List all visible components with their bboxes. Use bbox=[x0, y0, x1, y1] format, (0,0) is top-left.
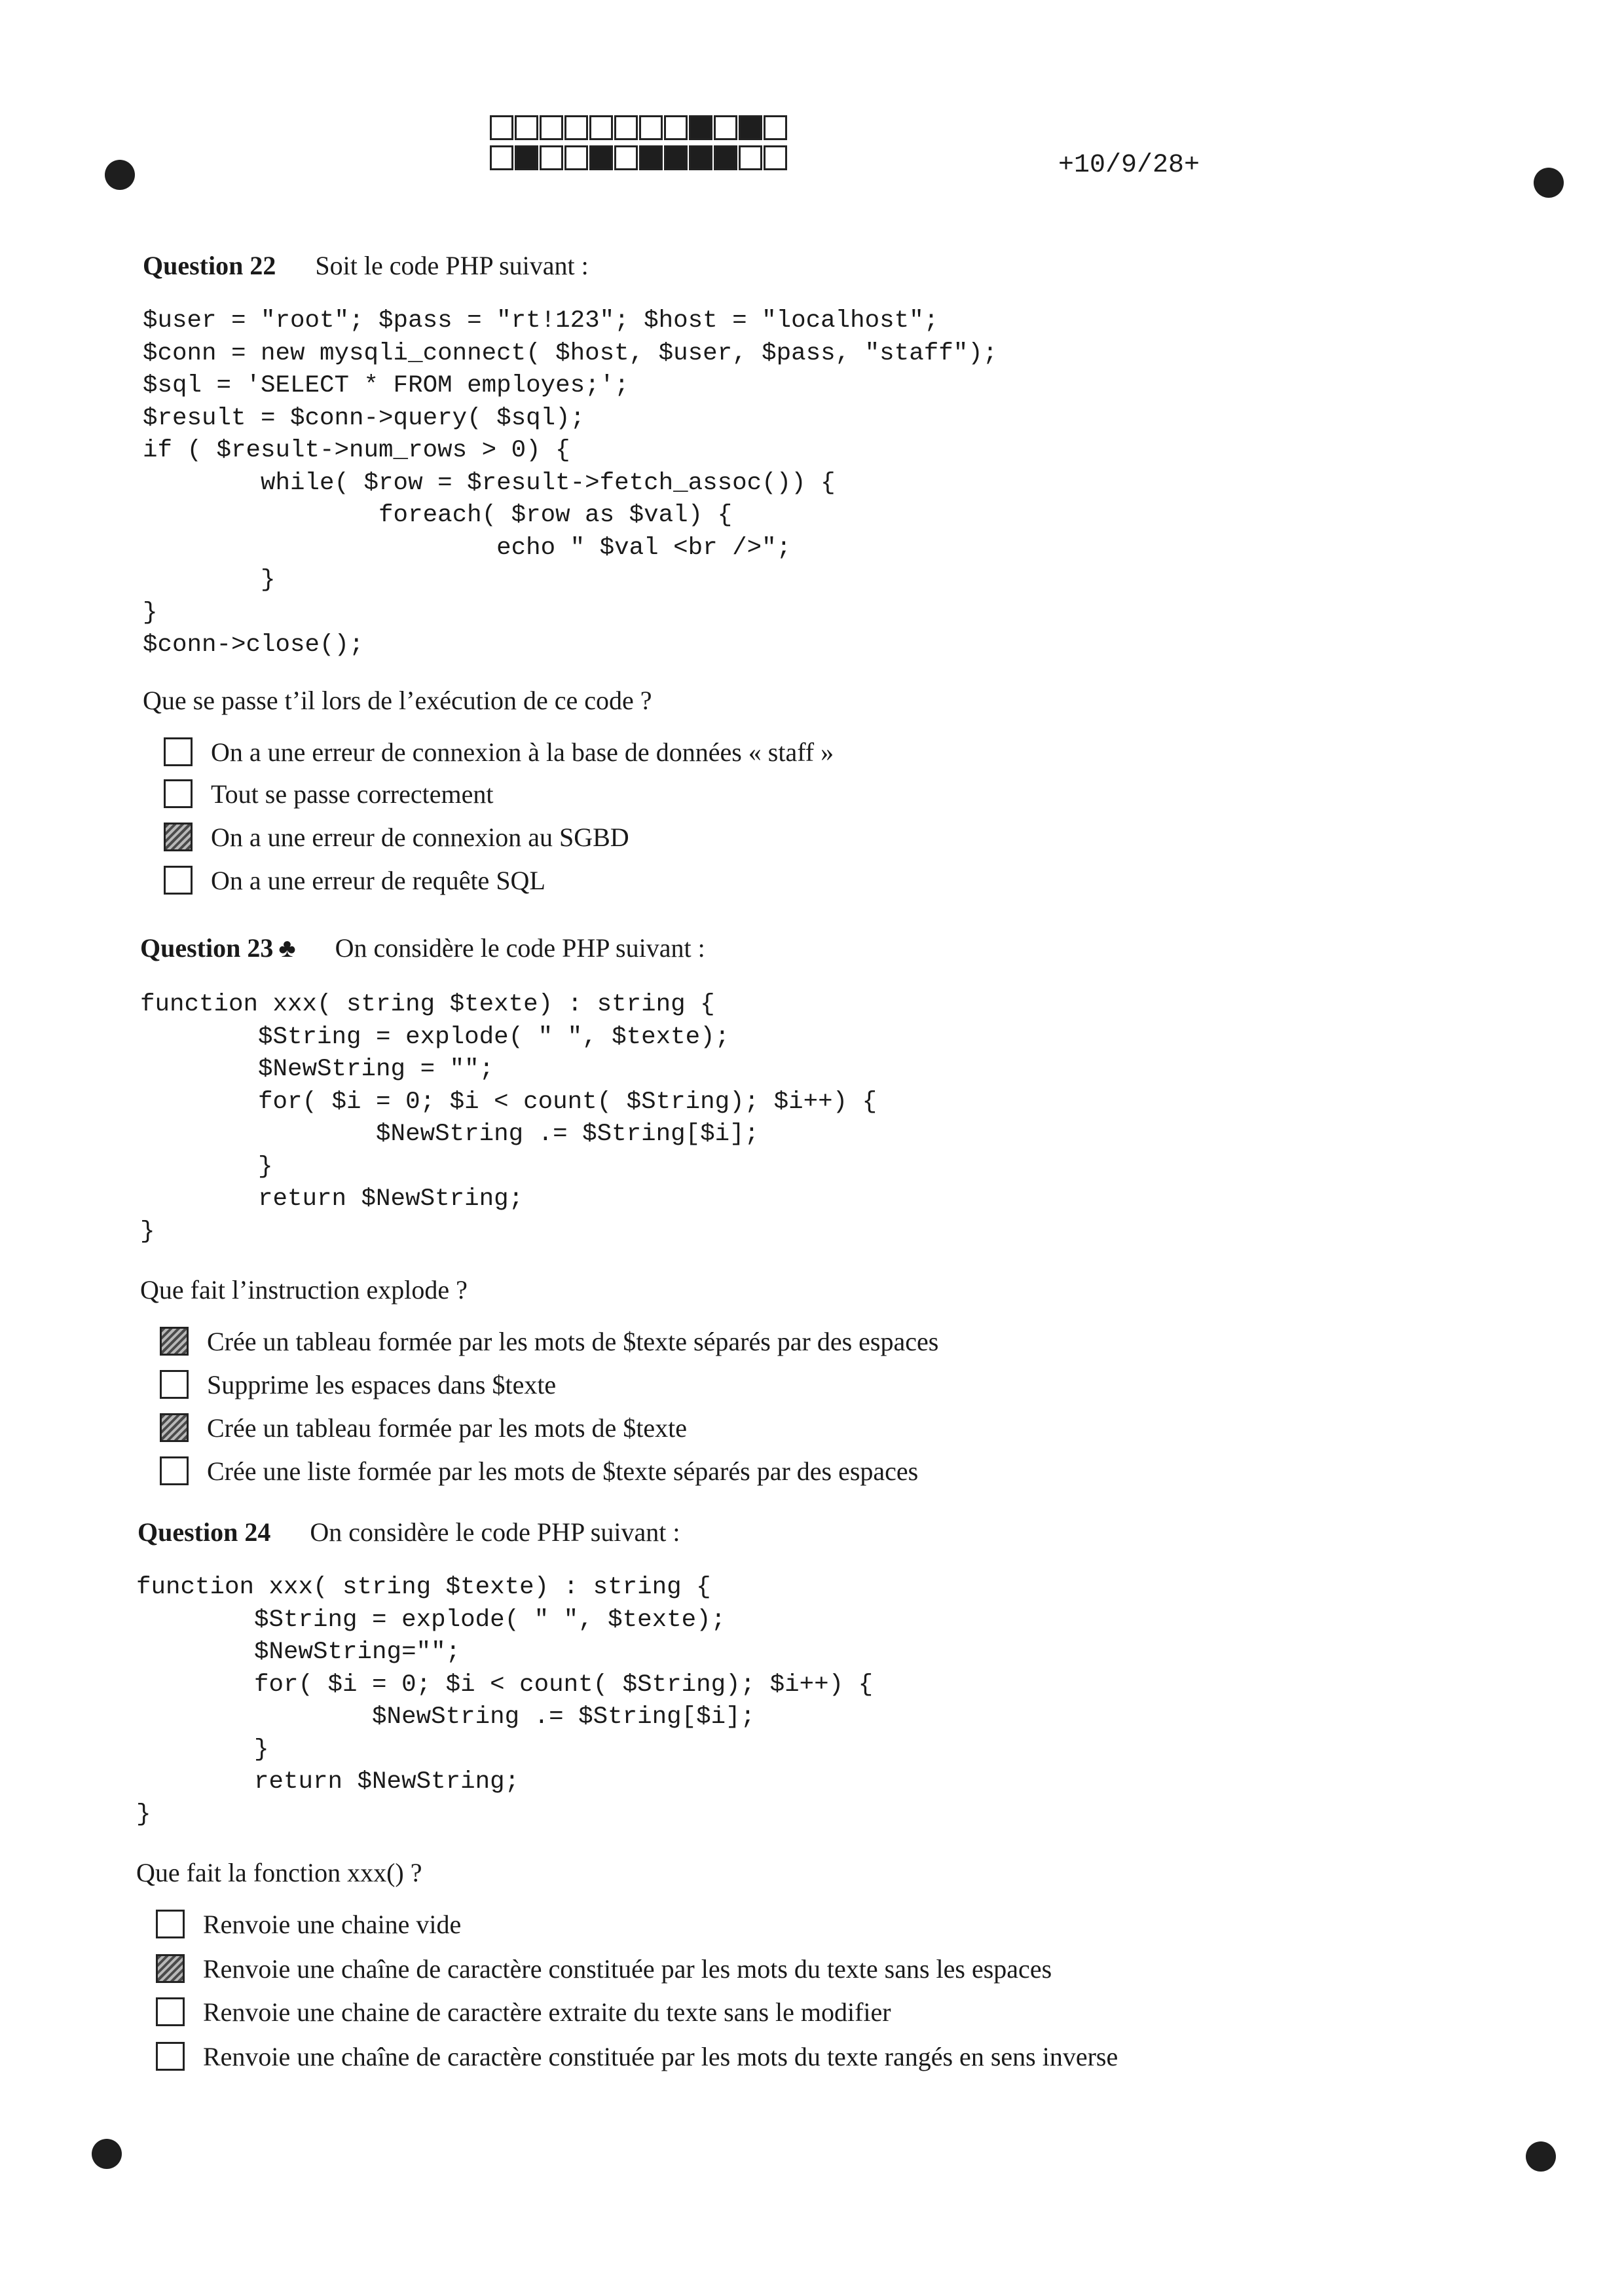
barcode-row-bottom bbox=[490, 145, 788, 170]
answer-option[interactable] bbox=[164, 863, 545, 897]
question-prompt: Que fait la fonction xxx() ? bbox=[136, 1858, 422, 1887]
club-icon: ♣ bbox=[278, 933, 296, 963]
answer-text: Tout se passe correctement bbox=[211, 779, 494, 809]
answer-text: Renvoie une chaine vide bbox=[203, 1909, 462, 1939]
corner-mark-top-left bbox=[105, 160, 135, 190]
barcode-cell bbox=[490, 145, 513, 170]
barcode-cell bbox=[614, 115, 638, 140]
answer-text: Renvoie une chaîne de caractère constituée par les mots du texte rangés en sens inverse bbox=[203, 2041, 1118, 2071]
barcode-cell bbox=[689, 115, 712, 140]
barcode-cell bbox=[764, 145, 787, 170]
checkbox[interactable] bbox=[164, 737, 193, 766]
answer-option[interactable] bbox=[156, 1907, 461, 1941]
barcode-cell bbox=[664, 115, 688, 140]
barcode-cell bbox=[515, 115, 538, 140]
barcode-cell bbox=[739, 145, 762, 170]
corner-mark-bottom-right bbox=[1526, 2141, 1556, 2172]
barcode-cell bbox=[614, 145, 638, 170]
question-prompt: Que fait l’instruction explode ? bbox=[140, 1275, 468, 1305]
corner-mark-bottom-left bbox=[92, 2139, 122, 2169]
barcode-cell bbox=[589, 115, 613, 140]
barcode-cell bbox=[639, 145, 663, 170]
question-label: Question 23 bbox=[140, 933, 274, 963]
answer-text: Crée un tableau formée par les mots de $texte bbox=[207, 1413, 688, 1443]
checkbox[interactable] bbox=[160, 1413, 189, 1442]
barcode-cell bbox=[639, 115, 663, 140]
code-block: function xxx( string $texte) : string { $String = explode( " ", $texte); $NewString = ""; for( $i = 0; $i < count( $String); $i++) { $NewString .= $String[$i]; } return $NewString; } bbox=[140, 991, 877, 1246]
barcode-cell bbox=[490, 115, 513, 140]
barcode-cell bbox=[764, 115, 787, 140]
barcode-cell bbox=[589, 145, 613, 170]
answer-option[interactable] bbox=[160, 1367, 556, 1401]
question-22-heading bbox=[143, 250, 589, 281]
checkbox[interactable] bbox=[160, 1327, 189, 1356]
checkbox[interactable] bbox=[156, 1910, 185, 1938]
answer-option[interactable] bbox=[160, 1454, 918, 1488]
question-prompt: Que se passe t’il lors de l’exécution de ce code ? bbox=[143, 686, 652, 715]
checkbox[interactable] bbox=[156, 1997, 185, 2026]
checkbox[interactable] bbox=[156, 2042, 185, 2071]
barcode-cell bbox=[564, 145, 588, 170]
question-23-heading bbox=[140, 933, 705, 963]
answer-option[interactable] bbox=[156, 1995, 891, 2029]
answer-text: Renvoie une chaîne de caractère constituée par les mots du texte sans les espaces bbox=[203, 1953, 1052, 1984]
barcode-cell bbox=[739, 115, 762, 140]
barcode-cell bbox=[540, 115, 563, 140]
corner-mark-top-right bbox=[1534, 168, 1564, 198]
answer-option[interactable] bbox=[160, 1411, 687, 1445]
answer-text: On a une erreur de connexion à la base de données « staff » bbox=[211, 737, 834, 767]
answer-option[interactable] bbox=[164, 735, 834, 769]
barcode-cell bbox=[664, 145, 688, 170]
answer-text: On a une erreur de connexion au SGBD bbox=[211, 822, 629, 852]
checkbox[interactable] bbox=[164, 779, 193, 808]
barcode-cell bbox=[564, 115, 588, 140]
answer-text: Supprime les espaces dans $texte bbox=[207, 1369, 557, 1399]
code-block: function xxx( string $texte) : string { $String = explode( " ", $texte); $NewString=""; for( $i = 0; $i < count( $String); $i++) { $NewString .= $String[$i]; } return $NewString; } bbox=[136, 1574, 874, 1828]
answer-option[interactable] bbox=[156, 2039, 1118, 2073]
answer-option[interactable] bbox=[156, 1952, 1052, 1986]
barcode-cell bbox=[515, 145, 538, 170]
question-label: Question 24 bbox=[138, 1517, 271, 1547]
checkbox[interactable] bbox=[156, 1954, 185, 1983]
question-intro: On considère le code PHP suivant : bbox=[310, 1517, 680, 1547]
answer-text: On a une erreur de requête SQL bbox=[211, 865, 545, 895]
answer-text: Renvoie une chaine de caractère extraite du texte sans le modifier bbox=[203, 1997, 891, 2027]
page-id: +10/9/28+ bbox=[1058, 151, 1200, 180]
barcode-row-top bbox=[490, 115, 788, 140]
question-label: Question 22 bbox=[143, 251, 276, 280]
answer-option[interactable] bbox=[164, 820, 629, 854]
answer-text: Crée un tableau formée par les mots de $texte séparés par des espaces bbox=[207, 1326, 939, 1356]
barcode-cell bbox=[714, 115, 737, 140]
barcode-cell bbox=[540, 145, 563, 170]
checkbox[interactable] bbox=[160, 1370, 189, 1399]
question-intro: Soit le code PHP suivant : bbox=[315, 251, 589, 280]
checkbox[interactable] bbox=[160, 1456, 189, 1485]
answer-option[interactable] bbox=[164, 777, 493, 811]
checkbox[interactable] bbox=[164, 823, 193, 851]
barcode-cell bbox=[714, 145, 737, 170]
checkbox[interactable] bbox=[164, 866, 193, 895]
question-intro: On considère le code PHP suivant : bbox=[335, 933, 705, 963]
answer-text: Crée une liste formée par les mots de $texte séparés par des espaces bbox=[207, 1456, 919, 1486]
answer-option[interactable] bbox=[160, 1324, 938, 1358]
question-24-heading bbox=[138, 1517, 680, 1547]
barcode-cell bbox=[689, 145, 712, 170]
code-block: $user = "root"; $pass = "rt!123"; $host = "localhost"; $conn = new mysqli_connect( $host, $user, $pass, "staff"); $sql = 'SELECT * FROM employes;'; $result = $conn->query( $sql); if ( $result->num_rows > 0) { while( $row = $result->fetch_assoc()) { foreach( $row as $val) { echo " $val <br />"; } } $conn->close(); bbox=[143, 307, 998, 659]
